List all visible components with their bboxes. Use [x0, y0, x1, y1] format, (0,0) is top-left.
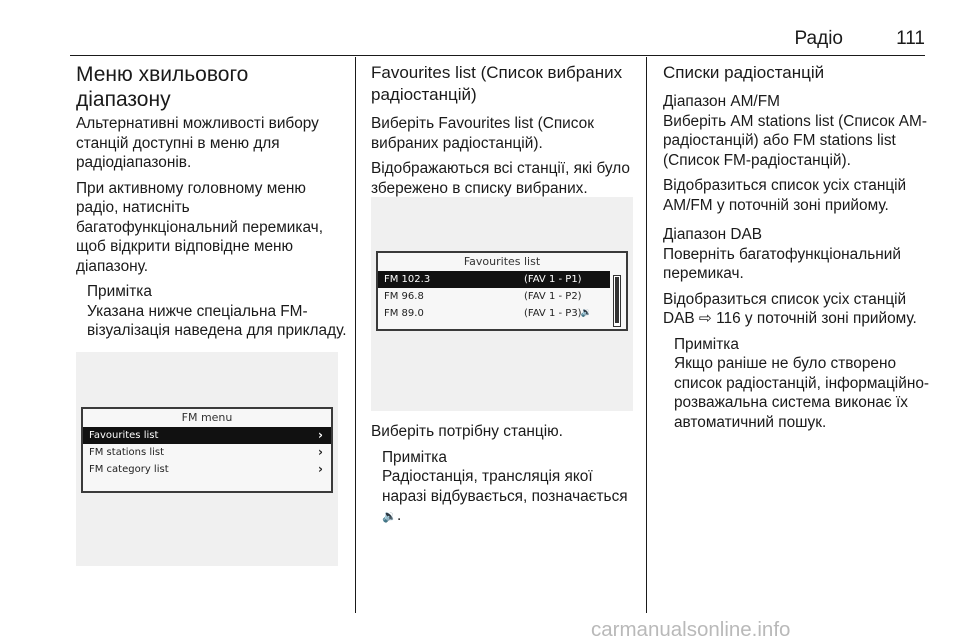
note-block: Примітка Радіостанція, трансляція якої наразі відбувається, позначається 🔉. [371, 448, 637, 527]
page-reference[interactable]: 116 [716, 310, 741, 327]
station-row[interactable] [378, 305, 610, 322]
note-title: Примітка [674, 335, 739, 353]
column-2 [371, 62, 637, 204]
note-text: Якщо раніше не було створено список радіостанцій, інформаційно-розважальна система виконає їх автоматичний пошук. [674, 355, 930, 431]
screen-title: Favourites list [463, 255, 541, 268]
menu-reference: FM stations list (Список FM-радіостанцій) [663, 132, 896, 169]
paragraph-select-am-fm: Виберіть AM stations list (Список АМ-радіостанцій) або FM stations list (Список FM-радіостанцій). [663, 112, 927, 169]
note-text: Указана нижче спеціальна FM-візуалізація наведена для прикладу. [87, 302, 347, 339]
subheading-am-fm: Діапазон AM/FM [663, 93, 780, 110]
station-frequency: FM 89.0 [384, 308, 424, 319]
heading-favourites-list: Favourites list (Список вибраних радіостанцій) [371, 63, 623, 104]
chevron-right-icon: › [318, 462, 323, 476]
column-2-lower [371, 422, 637, 533]
station-favourite-slot: (FAV 1 - P1) [524, 274, 582, 285]
menu-item-favourites[interactable] [83, 427, 331, 444]
list-scrollbar[interactable] [613, 275, 621, 327]
paragraph-favourites-shown: Відображаються всі станції, які було збережено в списку вибраних. [371, 160, 630, 197]
column-divider-2 [646, 57, 647, 613]
chevron-right-icon: › [318, 445, 323, 459]
menu-item-fm-stations[interactable] [83, 444, 331, 461]
screen-title: FM menu [181, 411, 233, 424]
menu-item-label: Favourites list [89, 430, 159, 441]
fm-menu-screen [81, 407, 333, 493]
station-favourite-slot: (FAV 1 - P2) [524, 291, 582, 302]
station-row[interactable] [378, 271, 610, 288]
paragraph-dab-shown: Відобразиться список усіх станцій DAB ⇨ 116 у поточній зоні прийому. [663, 290, 917, 327]
page-reference-arrow-icon: ⇨ [698, 310, 717, 327]
menu-item-label: FM stations list [89, 447, 165, 458]
note-block [76, 282, 348, 341]
scrollbar-thumb[interactable] [615, 277, 619, 323]
note-text: Радіостанція, трансляція якої наразі відбувається, позначається [382, 468, 628, 505]
station-frequency: FM 96.8 [384, 291, 424, 302]
paragraph-am-fm-shown: Відобразиться список усіх станцій AM/FM у поточній зоні прийому. [663, 177, 907, 214]
note-title: Примітка [87, 283, 152, 300]
column-1 [76, 62, 348, 347]
heading-band-menu: Меню хвильового діапазону [76, 63, 249, 111]
paragraph-instructions: При активному головному меню радіо, натисніть багатофункціональний перемикач, щоб відкрити відповідне меню діапазону. [76, 179, 323, 275]
header-rule [70, 55, 925, 56]
chevron-right-icon: › [318, 428, 323, 442]
favourites-list-screen [376, 251, 628, 331]
heading-station-lists: Списки радіостанцій [663, 63, 825, 82]
station-favourite-slot: (FAV 1 - P3) [524, 308, 582, 319]
note-title: Примітка [382, 448, 447, 466]
page-header [70, 28, 925, 54]
menu-reference: Favourites list (Список вибраних радіостанцій) [371, 115, 594, 152]
subheading-dab: Діапазон DAB [663, 226, 762, 243]
page-number: 111 [896, 28, 925, 49]
paragraph-select-favourites: Виберіть Favourites list (Список вибраних радіостанцій). [371, 115, 594, 152]
menu-reference: AM stations list (Список АМ-радіостанцій) [663, 112, 927, 149]
menu-item-label: FM category list [89, 464, 169, 475]
note-block [663, 335, 931, 433]
menu-item-fm-category[interactable] [83, 461, 331, 478]
paragraph-choose-station: Виберіть потрібну станцію. [371, 423, 563, 440]
paragraph-turn-knob: Поверніть багатофункціональний перемикач. [663, 245, 901, 282]
station-frequency: FM 102.3 [384, 274, 431, 285]
column-divider-1 [355, 57, 356, 613]
station-row[interactable] [378, 288, 610, 305]
speaker-playing-icon: 🔉 [580, 308, 592, 318]
fm-menu-screenshot [76, 352, 338, 566]
speaker-icon: 🔉 [382, 509, 397, 523]
favourites-list-screenshot [371, 197, 633, 411]
section-title: Радіо [794, 28, 843, 49]
paragraph-intro: Альтернативні можливості вибору станцій доступні в меню для радіодіапазонів. [76, 115, 319, 171]
column-3 [663, 62, 931, 438]
watermark: carmanualsonline.info [591, 618, 791, 641]
